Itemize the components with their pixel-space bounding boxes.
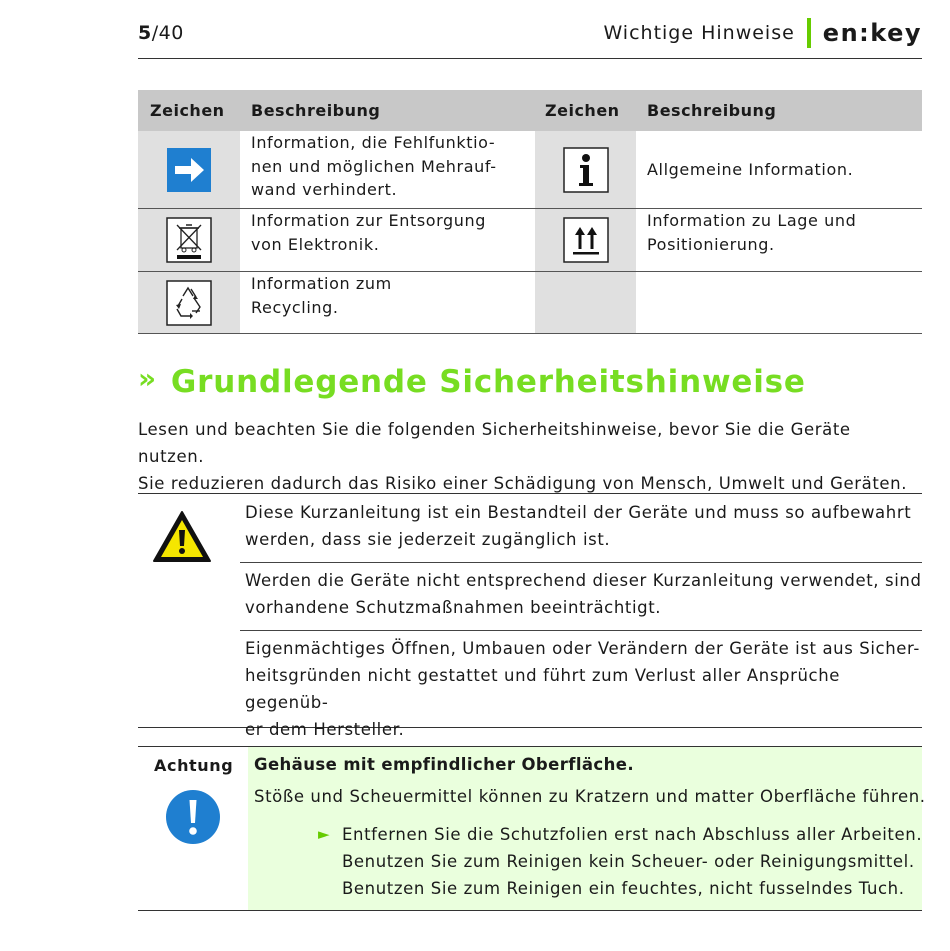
warning-item: Diese Kurzanleitung ist ein Bestandteil der Geräte und muss so aufbewahrt werden, dass sie jederzeit zugänglich ist. [240, 499, 922, 563]
header-cell: Zeichen [150, 101, 225, 120]
symbol-cell [535, 209, 636, 271]
brand-logo: en:key [822, 19, 922, 47]
symbol-cell [138, 131, 240, 208]
crossed-bin-icon [166, 217, 212, 263]
notice-block [138, 746, 926, 911]
triangle-bullet-icon: ► [318, 825, 331, 843]
chevron-icon: » [138, 362, 157, 395]
this-side-up-icon [563, 217, 609, 263]
list-item: Benutzen Sie zum Reinigen kein Scheuer- oder Reinigungsmittel. [342, 852, 915, 871]
notice-text: Stöße und Scheuermittel können zu Kratzern und matter Oberfläche führen. [254, 787, 926, 806]
header-cell: Zeichen [545, 101, 620, 120]
warning-triangle-icon [152, 510, 212, 564]
table-header [138, 90, 922, 131]
table-row [138, 209, 922, 272]
list-item: Benutzen Sie zum Reinigen ein feuchtes, nicht fusselndes Tuch. [342, 879, 905, 898]
symbol-cell [535, 131, 636, 208]
description-cell: Information zum Recycling. [251, 274, 392, 317]
symbol-cell [138, 209, 240, 271]
list-item: ► Entfernen Sie die Schutzfolien erst nach Abschluss aller Arbeiten. [318, 821, 922, 848]
notice-heading: Gehäuse mit empfindlicher Oberfläche. [254, 755, 635, 774]
section-intro: Lesen und beachten Sie die folgenden Sicherheitshinweise, bevor Sie die Geräte nutzen. Sie reduzieren dadurch das Risiko einer Schädigung von Mensch, Umwelt und Geräten. [138, 420, 908, 493]
warning-item: Eigenmächtiges Öffnen, Umbauen oder Verändern der Geräte ist aus Sicher- heitsgründen nicht gestattet und führt zum Verlust aller Ansprüche gegenüb- er dem Hersteller. [245, 639, 920, 739]
notice-label: Achtung [154, 756, 234, 775]
notice-content [248, 747, 926, 910]
table-row [138, 131, 922, 209]
page-header [138, 14, 922, 59]
description-cell: Information, die Fehlfunktio- nen und möglichen Mehrauf- wand verhindert. [251, 133, 497, 199]
exclamation-circle-icon [165, 789, 221, 845]
notice-label-column [138, 747, 248, 910]
header-cell: Beschreibung [647, 101, 777, 120]
warning-item: Werden die Geräte nicht entsprechend dieser Kurzanleitung verwendet, sind vorhandene Schutzmaßnahmen beeinträchtigt. [240, 567, 922, 631]
instruction-list [318, 821, 922, 902]
page-number: 5/40 [138, 22, 184, 44]
header-divider [807, 18, 811, 48]
header-right [603, 16, 922, 50]
description-cell: Information zu Lage und Positionierung. [647, 211, 857, 254]
warning-block [138, 493, 922, 739]
table-row [138, 272, 922, 334]
description-cell-empty [636, 272, 922, 333]
symbol-table [138, 90, 922, 334]
symbol-cell [138, 272, 240, 333]
symbol-cell-empty [535, 272, 636, 333]
arrow-right-icon [166, 147, 212, 193]
description-cell: Information zur Entsorgung von Elektronik. [251, 211, 487, 254]
header-section-title: Wichtige Hinweise [603, 22, 795, 44]
recycling-icon [166, 280, 212, 326]
section-title: » Grundlegende Sicherheitshinweise [138, 362, 806, 400]
header-cell: Beschreibung [251, 101, 381, 120]
info-icon [563, 147, 609, 193]
description-cell: Allgemeine Information. [647, 159, 854, 179]
